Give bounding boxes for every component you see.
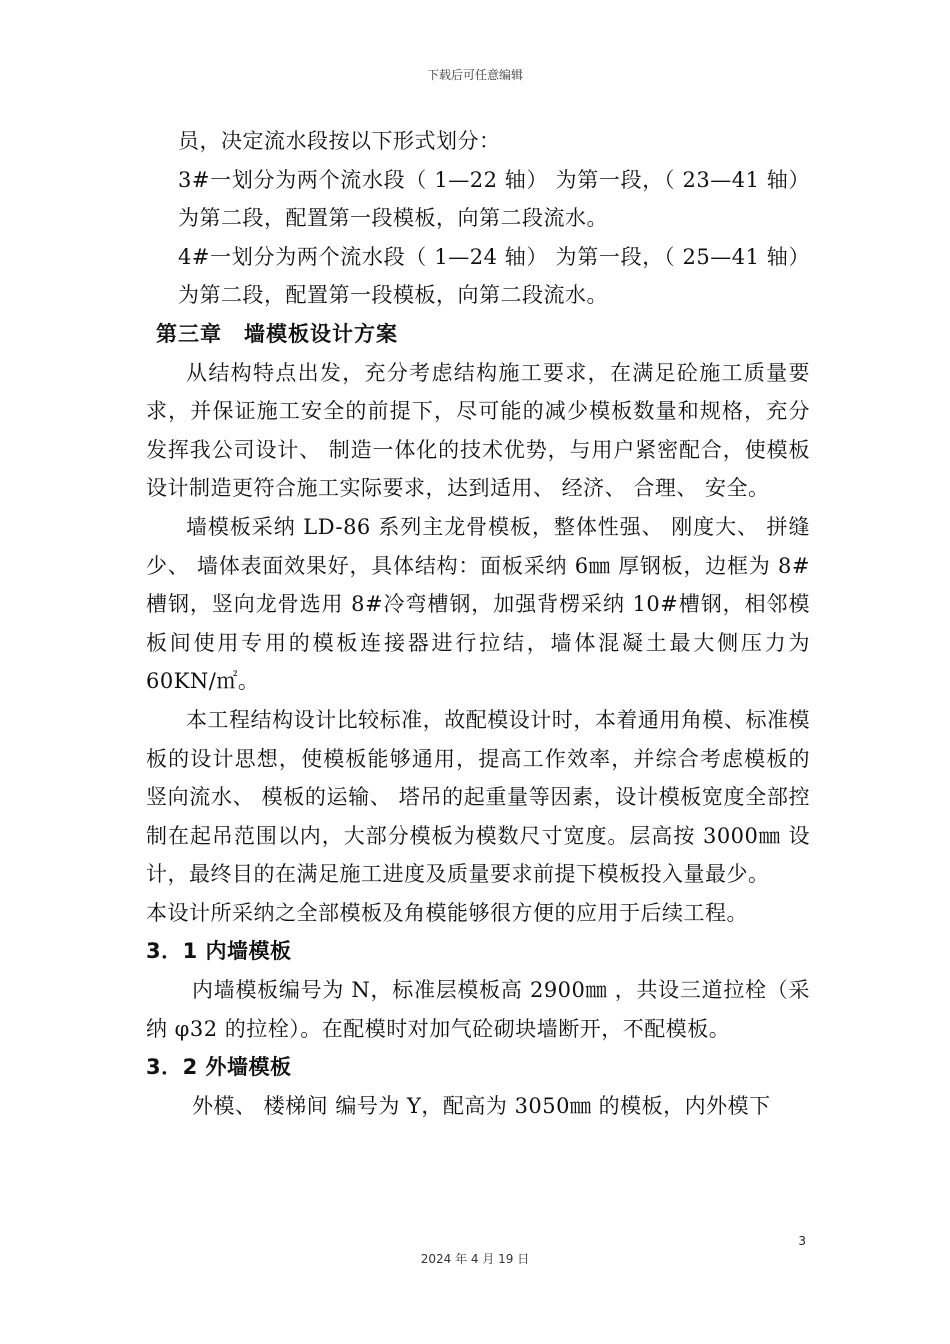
document-body <box>146 122 810 1125</box>
section-heading-inner-wall: 3．1 内墙模板 <box>146 939 292 964</box>
paragraph-flow-4: 4#一划分为两个流水段（ 1—24 轴） 为第一段，（ 25—41 轴） 为第二段，配置第一段模板，向第二段流水。 <box>178 244 810 308</box>
paragraph-design-principle: 从结构特点出发，充分考虑结构施工要求，在满足砼施工质量要求，并保证施工安全的前提下，尽可能的减少模板数量和规格，充分发挥我公司设计、 制造一体化的技术优势，与用户紧密配合，使模板设计制造更符合施工实际要求，达到适用、 经济、 合理、 安全。 <box>146 360 810 501</box>
paragraph-inner-wall: 内墙模板编号为 N，标准层模板高 2900㎜ ，共设三道拉栓（采纳 φ32 的拉栓）。在配模时对加气砼砌块墙断开，不配模板。 <box>146 978 810 1041</box>
paragraph-reuse: 本设计所采纳之全部模板及角模能够很方便的应用于后续工程。 <box>146 900 748 925</box>
paragraph-design-standard: 本工程结构设计比较标准，故配模设计时，本着通用角模、标准模板的设计思想，使模板能够通用，提高工作效率，并综合考虑模板的竖向流水、 模板的运输、 塔吊的起重量等因素，设计模板宽度全部控制在起吊范围以内，大部分模板为模数尺寸宽度。层高按 3000㎜ 设计，最终目的在满足施工进度及质量要求前提下模板投入量最少。 <box>146 707 810 887</box>
page-footer-date: 2024 年 4 月 19 日 <box>420 1252 530 1266</box>
chapter-title: 第三章 墙模板设计方案 <box>156 321 398 346</box>
page-header: 下载后可任意编辑 <box>426 68 523 82</box>
section-heading-outer-wall: 3．2 外墙模板 <box>146 1055 292 1080</box>
paragraph-outer-wall: 外模、 楼梯间 编号为 Y，配高为 3050㎜ 的模板，内外模下 <box>192 1093 771 1118</box>
paragraph-flow-3: 3#一划分为两个流水段（ 1—22 轴） 为第一段，（ 23—41 轴） 为第二段，配置第一段模板，向第二段流水。 <box>178 167 810 231</box>
page-number: 3 <box>798 1234 806 1248</box>
paragraph-wall-formwork: 墙模板采纳 LD-86 系列主龙骨模板，整体性强、 刚度大、 拼缝少、 墙体表面效果好，具体结构：面板采纳 6㎜ 厚钢板，边框为 8#槽钢，竖向龙骨选用 8#冷弯槽钢，加强背楞采纳 10#槽钢，相邻模板间使用专用的模板连接器进行拉结，墙体混凝土最大侧压力为 60KN/㎡。 <box>146 514 810 694</box>
paragraph-flow-intro: 员，决定流水段按以下形式划分： <box>178 129 501 153</box>
